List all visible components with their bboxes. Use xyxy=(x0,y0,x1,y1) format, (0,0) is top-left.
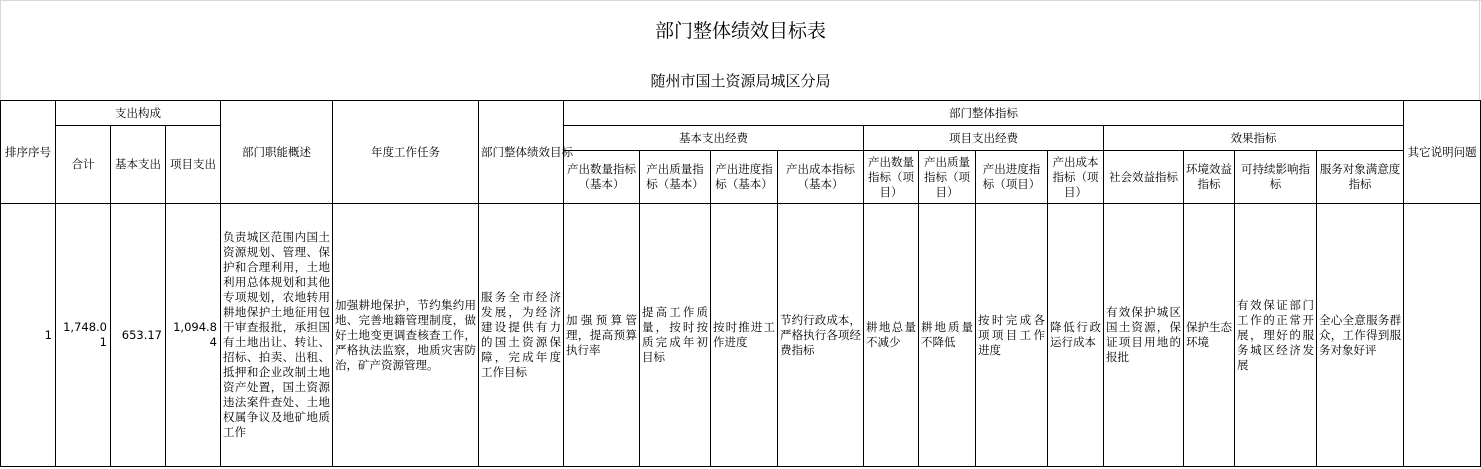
cell-annual-task: 加强耕地保护，节约集约用地、完善地籍管理制度，做好土地变更调查核查工作，严格执法监察，地质灾害防治，矿产资源管理。 xyxy=(333,204,479,467)
cell-proj-quality: 耕地质量不降低 xyxy=(919,204,976,467)
cell-overall-goal: 服务全市经济发展，为经济建设提供有力的国土资源保障，完成年度工作目标 xyxy=(479,204,564,467)
header-other: 其它说明问题 xyxy=(1404,101,1481,204)
cell-satisfaction: 全心全意服务群众，工作得到服务对象好评 xyxy=(1317,204,1404,467)
header-proj-qty: 产出数量指标（项目） xyxy=(864,151,919,204)
performance-target-table xyxy=(0,100,1481,467)
header-satisfaction: 服务对象满意度指标 xyxy=(1317,151,1404,204)
header-social: 社会效益指标 xyxy=(1104,151,1184,204)
header-seq: 排序序号 xyxy=(1,101,56,204)
cell-proj-progress: 按时完成各项项目工作进度 xyxy=(976,204,1048,467)
header-env: 环境效益指标 xyxy=(1184,151,1235,204)
cell-proj-cost: 降低行政运行成本 xyxy=(1048,204,1104,467)
sheet-top-border xyxy=(0,0,1481,1)
header-sustain: 可持续影响指标 xyxy=(1235,151,1317,204)
cell-basic-cost: 节约行政成本，严格执行各项经费指标 xyxy=(778,204,864,467)
cell-social: 有效保护城区国土资源，保证项目用地的报批 xyxy=(1104,204,1184,467)
header-proj-quality: 产出质量指标（项目） xyxy=(919,151,976,204)
cell-env: 保护生态环境 xyxy=(1184,204,1235,467)
header-project-exp: 项目支出 xyxy=(166,126,221,204)
page-title: 部门整体绩效目标表 xyxy=(654,20,826,42)
cell-basic-progress: 按时推进工作进度 xyxy=(711,204,778,467)
header-basic-group: 基本支出经费 xyxy=(564,126,864,151)
cell-other xyxy=(1404,204,1481,467)
table-row xyxy=(1,204,1481,467)
header-project-group: 项目支出经费 xyxy=(864,126,1104,151)
header-expenditure: 支出构成 xyxy=(56,101,221,126)
cell-seq: 1 xyxy=(1,204,56,467)
header-annual-task: 年度工作任务 xyxy=(333,101,479,204)
cell-proj-qty: 耕地总量不减少 xyxy=(864,204,919,467)
cell-basic-exp: 653.17 xyxy=(111,204,166,467)
header-total: 合计 xyxy=(56,126,111,204)
header-proj-progress: 产出进度指标（项目） xyxy=(976,151,1048,204)
cell-basic-quality: 提高工作质量，按时按质完成年初目标 xyxy=(640,204,711,467)
header-basic-progress: 产出进度指标（基本） xyxy=(711,151,778,204)
cell-sustain: 有效保证部门工作的正常开展，理好的服务城区经济发展 xyxy=(1235,204,1317,467)
cell-duty: 负责城区范围内国土资源规划、管理、保护和合理利用，土地利用总体规划和其他专项规划，农地转用耕地保护土地征用包干审查报批，承担国有土地出让、转让、招标、拍卖、出租、抵押和企业改制土地资产处置，国土资源违法案件查处、土地权属争议及地矿地质工作 xyxy=(221,204,333,467)
header-effect-group: 效果指标 xyxy=(1104,126,1404,151)
header-basic-qty: 产出数量指标（基本） xyxy=(564,151,640,204)
cell-total: 1,748.01 xyxy=(56,204,111,467)
header-basic-cost: 产出成本指标（基本） xyxy=(778,151,864,204)
header-proj-cost: 产出成本指标（项目） xyxy=(1048,151,1104,204)
header-overall-goal: 部门整体绩效目标 xyxy=(479,101,564,204)
header-dept-indicators: 部门整体指标 xyxy=(564,101,1404,126)
header-basic-exp: 基本支出 xyxy=(111,126,166,204)
header-duty: 部门职能概述 xyxy=(221,101,333,204)
header-basic-quality: 产出质量指标（基本） xyxy=(640,151,711,204)
cell-project-exp: 1,094.84 xyxy=(166,204,221,467)
department-name: 随州市国土资源局城区分局 xyxy=(650,72,831,90)
cell-basic-qty: 加强预算管理，提高预算执行率 xyxy=(564,204,640,467)
